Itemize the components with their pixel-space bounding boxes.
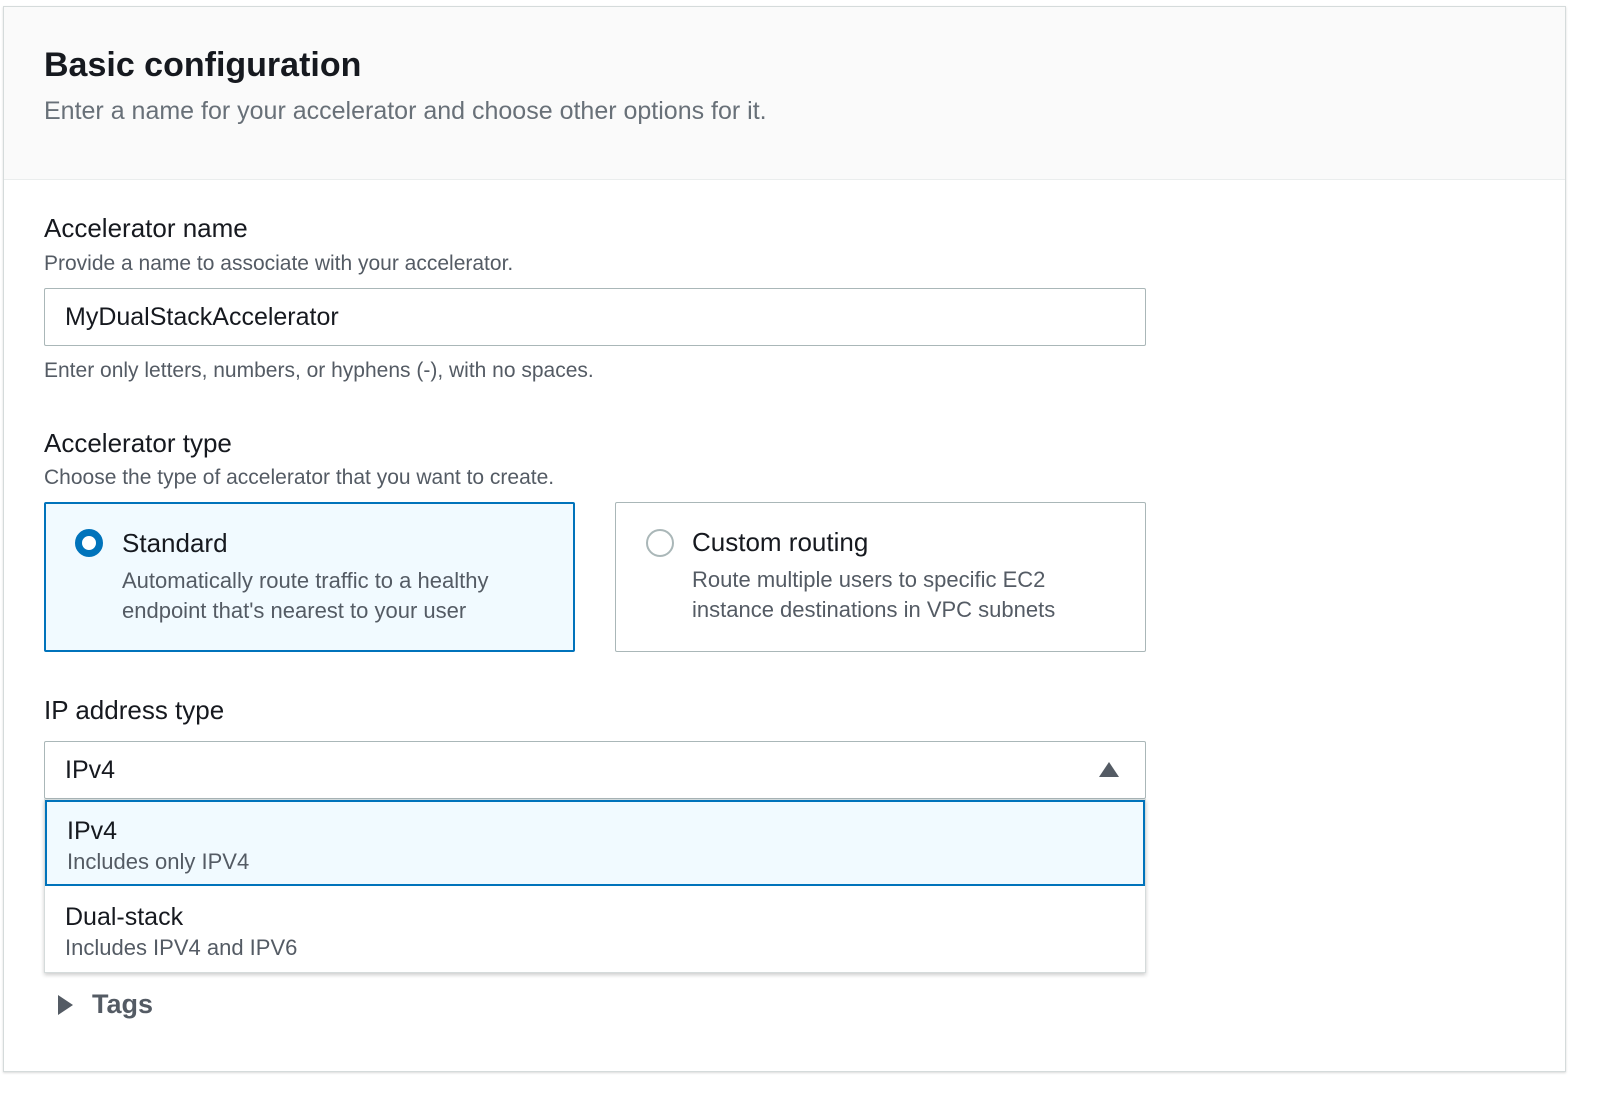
option-ipv4-label: IPv4: [67, 817, 118, 845]
accelerator-type-label: Accelerator type: [44, 428, 232, 458]
basic-configuration-panel: [3, 6, 1566, 1072]
option-dual-stack[interactable]: [45, 888, 1145, 974]
panel-title: Basic configuration: [44, 46, 362, 84]
tile-standard-title: Standard: [122, 528, 228, 558]
tile-standard-description: Automatically route traffic to a healthy endpoint that's nearest to your user: [122, 568, 489, 623]
accelerator-name-input[interactable]: [44, 288, 1146, 346]
ip-address-type-select[interactable]: [44, 741, 1146, 799]
tags-label: Tags: [92, 989, 154, 1019]
accelerator-name-description: Provide a name to associate with your accelerator.: [44, 252, 514, 275]
accelerator-type-description: Choose the type of accelerator that you want to create.: [44, 466, 555, 489]
ip-address-type-label: IP address type: [44, 695, 225, 725]
caret-right-icon: [58, 995, 73, 1015]
tile-custom-routing[interactable]: [615, 502, 1146, 652]
ip-address-type-selected-value: IPv4: [65, 756, 116, 784]
radio-selected-icon[interactable]: [75, 529, 103, 557]
tile-custom-routing-description: Route multiple users to specific EC2 instance destinations in VPC subnets: [692, 567, 1056, 622]
ip-address-type-dropdown: [44, 799, 1146, 973]
option-dual-stack-description: Includes IPV4 and IPV6: [65, 935, 298, 960]
radio-unselected-icon[interactable]: [646, 529, 674, 557]
panel-header: [4, 7, 1565, 180]
accelerator-name-constraint: Enter only letters, numbers, or hyphens (-), with no spaces.: [44, 359, 594, 382]
option-ipv4-description: Includes only IPV4: [67, 849, 250, 874]
option-dual-stack-label: Dual-stack: [65, 903, 184, 931]
caret-up-icon: [1099, 762, 1119, 777]
option-ipv4[interactable]: [45, 800, 1145, 886]
accelerator-name-label: Accelerator name: [44, 213, 248, 243]
tile-standard[interactable]: [44, 502, 575, 652]
panel-description: Enter a name for your accelerator and choose other options for it.: [44, 97, 767, 125]
tile-custom-routing-title: Custom routing: [692, 527, 869, 557]
